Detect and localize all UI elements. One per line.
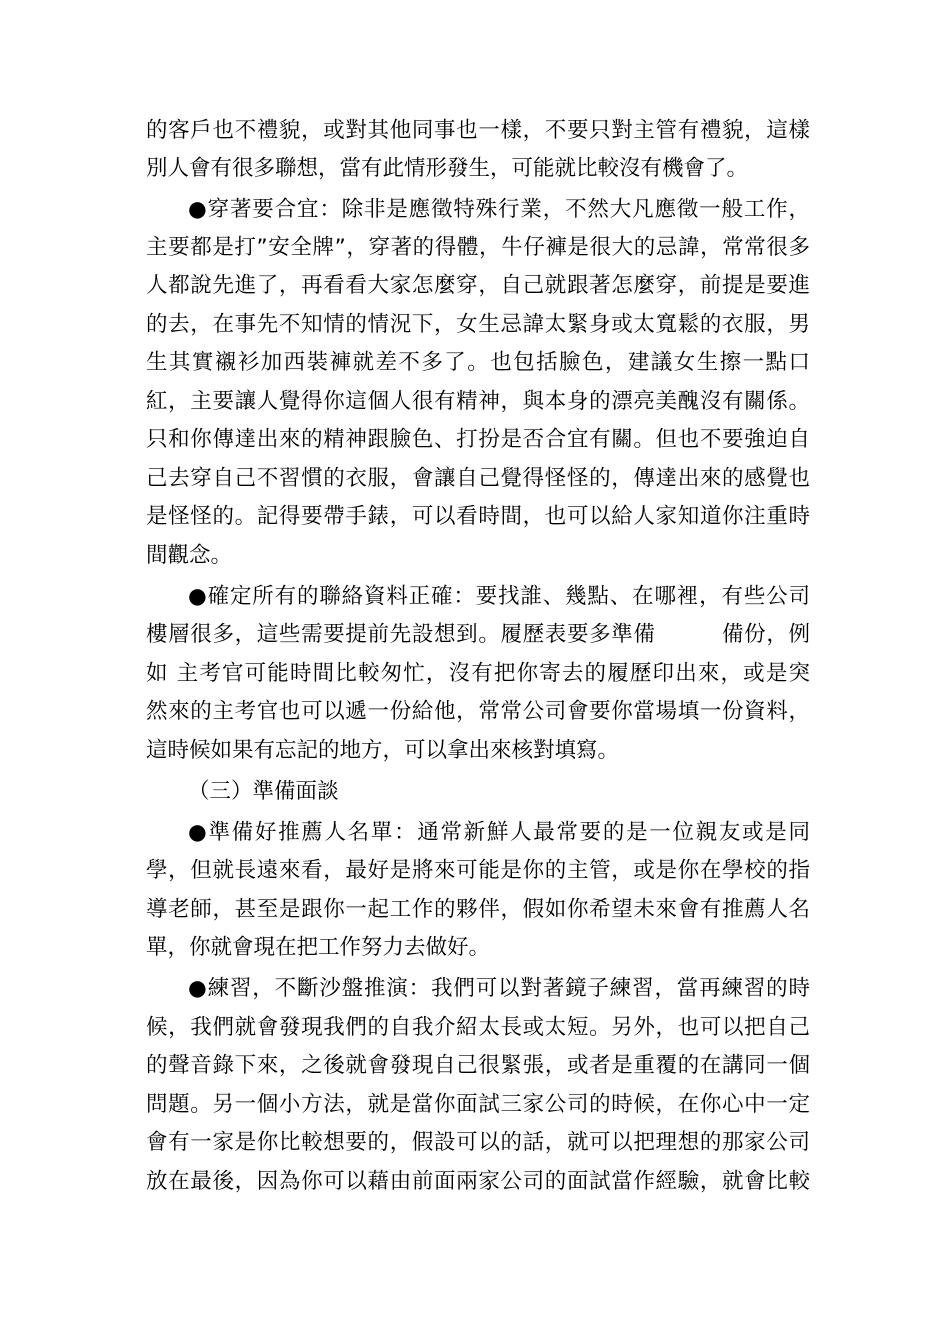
text-line: 只和你傳達出來的精神跟臉色、打扮是否合宜有關。但也不要強迫自 xyxy=(146,427,810,452)
text-line: 會有一家是你比較想要的，假設可以的話，就可以把理想的那家公司 xyxy=(146,1130,810,1155)
text-line: 的客戶也不禮貌，或對其他同事也一樣，不要只對主管有禮貌，這樣 xyxy=(146,118,810,143)
text-line: 別人會有很多聯想，當有此情形發生，可能就比較沒有機會了。 xyxy=(146,156,749,181)
bullet-item-contact-info: ●確定所有的聯絡資料正確：要找誰、幾點、在哪裡，有些公司 xyxy=(188,584,810,609)
bullet-item-practice: ●練習，不斷沙盤推演：我們可以對著鏡子練習，當再練習的時 xyxy=(188,976,810,1001)
text-line: 導老師，甚至是跟你一起工作的夥伴，假如你希望未來會有推薦人名 xyxy=(146,897,810,922)
text-line: 人都說先進了，再看看大家怎麼穿，自己就跟著怎麼穿，前提是要進 xyxy=(146,273,810,298)
text-line: 候，我們就會發現我們的自我介紹太長或太短。另外，也可以把自己 xyxy=(146,1015,810,1040)
text-line: 己去穿自己不習慣的衣服，會讓自己覺得怪怪的，傳達出來的感覺也 xyxy=(146,466,810,491)
text-line: 學，但就長遠來看，最好是將來可能是你的主管，或是你在學校的指 xyxy=(146,858,810,883)
text-line: 主要都是打”安全牌”，穿著的得體，牛仔褲是很大的忌諱，常常很多 xyxy=(146,235,810,260)
text-line: 問題。另一個小方法，就是當你面試三家公司的時候，在你心中一定 xyxy=(146,1092,810,1117)
text-line: 單，你就會現在把工作努力去做好。 xyxy=(146,935,491,960)
text-line: 然來的主考官也可以遞一份給他，常常公司會要你當場填一份資料， xyxy=(146,699,810,724)
text-line: 放在最後，因為你可以藉由前面兩家公司的面試當作經驗，就會比較 xyxy=(146,1169,810,1194)
bullet-item-attire: ●穿著要合宜：除非是應徵特殊行業，不然大凡應徵一般工作， xyxy=(188,197,810,222)
text-line: 的去，在事先不知情的情況下，女生忌諱太緊身或太寬鬆的衣服，男 xyxy=(146,312,810,337)
text-line: 生其實襯衫加西裝褲就差不多了。也包括臉色，建議女生擦一點口 xyxy=(146,350,810,375)
bullet-item-references: ●準備好推薦人名單：通常新鮮人最常要的是一位親友或是同 xyxy=(188,820,810,845)
text-line: 這時候如果有忘記的地方，可以拿出來核對填寫。 xyxy=(146,738,620,763)
text-line: 的聲音錄下來，之後就會發現自己很緊張，或者是重覆的在講同一個 xyxy=(146,1053,810,1078)
text-line: 紅，主要讓人覺得你這個人很有精神，與本身的漂亮美醜沒有關係。 xyxy=(146,389,810,414)
text-line: 是怪怪的。記得要帶手錶，可以看時間，也可以給人家知道你注重時 xyxy=(146,504,810,529)
section-heading: （三）準備面談 xyxy=(188,779,339,804)
text-line: 如 主考官可能時間比較匆忙，沒有把你寄去的履歷印出來，或是突 xyxy=(146,661,810,686)
text-line: 間觀念。 xyxy=(146,543,233,568)
text-line: 樓層很多，這些需要提前先設想到。履歷表要多準備 備份，例 xyxy=(146,622,810,647)
